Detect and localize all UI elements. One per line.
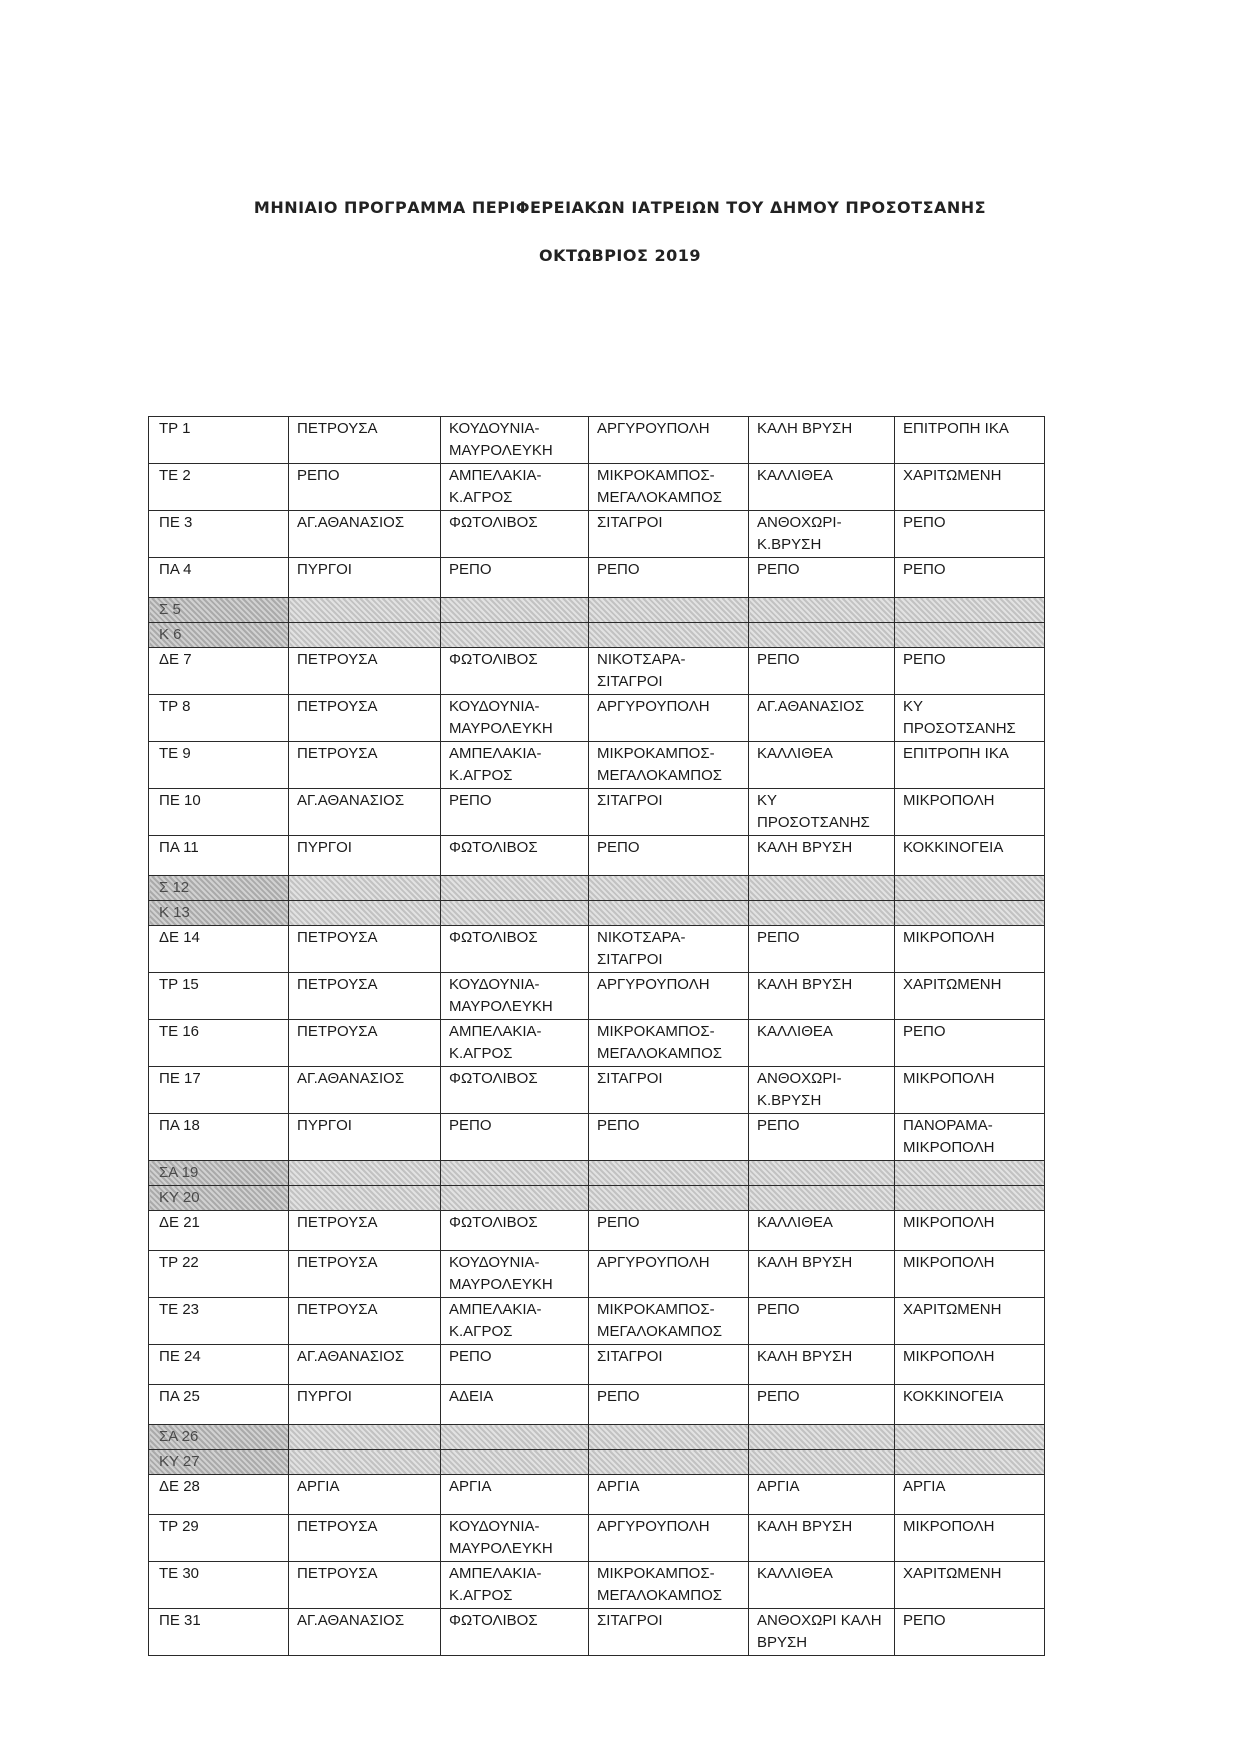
day-cell: ΤΕ 23 (149, 1298, 289, 1345)
location-cell: ΑΡΓΙΑ (441, 1475, 589, 1515)
day-cell: ΠΑ 4 (149, 558, 289, 598)
location-cell: ΑΡΓΥΡΟΥΠΟΛΗ (589, 1251, 749, 1298)
location-cell: ΧΑΡΙΤΩΜΕΝΗ (895, 1298, 1045, 1345)
location-cell: ΧΑΡΙΤΩΜΕΝΗ (895, 464, 1045, 511)
day-cell: ΠΕ 17 (149, 1067, 289, 1114)
location-cell: ΜΙΚΡΟΠΟΛΗ (895, 1251, 1045, 1298)
location-cell: ΡΕΠΟ (589, 1114, 749, 1161)
day-cell: ΠΑ 11 (149, 836, 289, 876)
location-cell: ΑΡΓΥΡΟΥΠΟΛΗ (589, 1515, 749, 1562)
location-cell (895, 1161, 1045, 1186)
location-cell: ΚΑΛΛΙΘΕΑ (749, 742, 895, 789)
schedule-row (149, 1515, 1045, 1562)
location-cell (749, 1161, 895, 1186)
location-cell (749, 1186, 895, 1211)
location-cell: ΡΕΠΟ (749, 558, 895, 598)
schedule-row (149, 695, 1045, 742)
schedule-row (149, 511, 1045, 558)
location-cell (589, 1186, 749, 1211)
location-cell: ΠΕΤΡΟΥΣΑ (289, 1020, 441, 1067)
schedule-row (149, 789, 1045, 836)
schedule-row (149, 1562, 1045, 1609)
location-cell: ΚΑΛΛΙΘΕΑ (749, 1211, 895, 1251)
location-cell: ΜΙΚΡΟΚΑΜΠΟΣ-ΜΕΓΑΛΟΚΑΜΠΟΣ (589, 1562, 749, 1609)
location-cell: ΕΠΙΤΡΟΠΗ ΙΚΑ (895, 417, 1045, 464)
location-cell: ΡΕΠΟ (749, 1385, 895, 1425)
location-cell: ΣΙΤΑΓΡΟΙ (589, 789, 749, 836)
location-cell: ΚΥ ΠΡΟΣΟΤΣΑΝΗΣ (749, 789, 895, 836)
location-cell: ΚΑΛΛΙΘΕΑ (749, 1562, 895, 1609)
schedule-row (149, 558, 1045, 598)
location-cell (895, 623, 1045, 648)
location-cell: ΠΕΤΡΟΥΣΑ (289, 742, 441, 789)
weekend-row (149, 901, 1045, 926)
day-cell: ΤΕ 9 (149, 742, 289, 789)
location-cell: ΑΜΠΕΛΑΚΙΑ-Κ.ΑΓΡΟΣ (441, 1298, 589, 1345)
location-cell (895, 1186, 1045, 1211)
location-cell: ΠΥΡΓΟΙ (289, 836, 441, 876)
day-cell: ΤΡ 22 (149, 1251, 289, 1298)
location-cell: ΡΕΠΟ (895, 1609, 1045, 1656)
location-cell: ΑΓ.ΑΘΑΝΑΣΙΟΣ (289, 1345, 441, 1385)
location-cell: ΑΡΓΙΑ (589, 1475, 749, 1515)
schedule-row (149, 1211, 1045, 1251)
location-cell (589, 876, 749, 901)
location-cell: ΜΙΚΡΟΠΟΛΗ (895, 1067, 1045, 1114)
schedule-row (149, 1251, 1045, 1298)
day-cell: ΤΡ 8 (149, 695, 289, 742)
day-cell: ΠΕ 24 (149, 1345, 289, 1385)
location-cell: ΑΜΠΕΛΑΚΙΑ-Κ.ΑΓΡΟΣ (441, 1020, 589, 1067)
location-cell (749, 1450, 895, 1475)
day-cell: ΚΥ 27 (149, 1450, 289, 1475)
location-cell: ΑΡΓΙΑ (895, 1475, 1045, 1515)
location-cell (895, 1450, 1045, 1475)
location-cell: ΜΙΚΡΟΚΑΜΠΟΣ-ΜΕΓΑΛΟΚΑΜΠΟΣ (589, 1020, 749, 1067)
location-cell (895, 876, 1045, 901)
schedule-body (149, 417, 1045, 1656)
location-cell: ΡΕΠΟ (289, 464, 441, 511)
location-cell: ΠΑΝΟΡΑΜΑ-ΜΙΚΡΟΠΟΛΗ (895, 1114, 1045, 1161)
location-cell: ΜΙΚΡΟΠΟΛΗ (895, 926, 1045, 973)
location-cell (895, 901, 1045, 926)
location-cell: ΠΕΤΡΟΥΣΑ (289, 1515, 441, 1562)
schedule-row (149, 1298, 1045, 1345)
location-cell: ΠΕΤΡΟΥΣΑ (289, 648, 441, 695)
location-cell: ΡΕΠΟ (441, 558, 589, 598)
day-cell: ΣΑ 26 (149, 1425, 289, 1450)
location-cell (441, 1425, 589, 1450)
location-cell (441, 1161, 589, 1186)
location-cell: ΡΕΠΟ (749, 648, 895, 695)
location-cell: ΦΩΤΟΛΙΒΟΣ (441, 1067, 589, 1114)
location-cell: ΦΩΤΟΛΙΒΟΣ (441, 1609, 589, 1656)
location-cell (289, 1425, 441, 1450)
schedule-table (148, 416, 1045, 1656)
weekend-row (149, 1425, 1045, 1450)
location-cell: ΚΑΛΗ ΒΡΥΣΗ (749, 417, 895, 464)
location-cell: ΑΜΠΕΛΑΚΙΑ-Κ.ΑΓΡΟΣ (441, 1562, 589, 1609)
location-cell (441, 598, 589, 623)
weekend-row (149, 598, 1045, 623)
location-cell: ΚΑΛΗ ΒΡΥΣΗ (749, 1345, 895, 1385)
location-cell: ΑΓ.ΑΘΑΝΑΣΙΟΣ (749, 695, 895, 742)
location-cell: ΣΙΤΑΓΡΟΙ (589, 1609, 749, 1656)
location-cell (289, 1161, 441, 1186)
location-cell (441, 901, 589, 926)
location-cell: ΚΑΛΛΙΘΕΑ (749, 1020, 895, 1067)
location-cell: ΡΕΠΟ (441, 789, 589, 836)
location-cell: ΦΩΤΟΛΙΒΟΣ (441, 1211, 589, 1251)
day-cell: ΠΑ 25 (149, 1385, 289, 1425)
location-cell: ΠΕΤΡΟΥΣΑ (289, 695, 441, 742)
location-cell: ΠΕΤΡΟΥΣΑ (289, 1298, 441, 1345)
location-cell: ΧΑΡΙΤΩΜΕΝΗ (895, 973, 1045, 1020)
day-cell: ΠΕ 3 (149, 511, 289, 558)
location-cell (441, 876, 589, 901)
location-cell: ΡΕΠΟ (895, 1020, 1045, 1067)
weekend-row (149, 1186, 1045, 1211)
location-cell: ΕΠΙΤΡΟΠΗ ΙΚΑ (895, 742, 1045, 789)
day-cell: ΔΕ 21 (149, 1211, 289, 1251)
location-cell: ΜΙΚΡΟΠΟΛΗ (895, 1211, 1045, 1251)
location-cell: ΚΑΛΗ ΒΡΥΣΗ (749, 973, 895, 1020)
day-cell: ΣΑ 19 (149, 1161, 289, 1186)
location-cell: ΠΥΡΓΟΙ (289, 1385, 441, 1425)
location-cell (289, 1186, 441, 1211)
weekend-row (149, 623, 1045, 648)
location-cell: ΜΙΚΡΟΚΑΜΠΟΣ-ΜΕΓΑΛΟΚΑΜΠΟΣ (589, 742, 749, 789)
location-cell (289, 623, 441, 648)
day-cell: ΔΕ 28 (149, 1475, 289, 1515)
location-cell (895, 1425, 1045, 1450)
location-cell (589, 598, 749, 623)
location-cell: ΡΕΠΟ (749, 1298, 895, 1345)
location-cell: ΚΥ ΠΡΟΣΟΤΣΑΝΗΣ (895, 695, 1045, 742)
location-cell: ΑΜΠΕΛΑΚΙΑ-Κ.ΑΓΡΟΣ (441, 464, 589, 511)
location-cell: ΑΓ.ΑΘΑΝΑΣΙΟΣ (289, 511, 441, 558)
location-cell: ΦΩΤΟΛΙΒΟΣ (441, 926, 589, 973)
location-cell: ΑΝΘΟΧΩΡΙ ΚΑΛΗ ΒΡΥΣΗ (749, 1609, 895, 1656)
weekend-row (149, 1450, 1045, 1475)
location-cell: ΚΟΥΔΟΥΝΙΑ-ΜΑΥΡΟΛΕΥΚΗ (441, 417, 589, 464)
location-cell: ΑΡΓΥΡΟΥΠΟΛΗ (589, 417, 749, 464)
location-cell: ΡΕΠΟ (589, 836, 749, 876)
location-cell: ΝΙΚΟΤΣΑΡΑ-ΣΙΤΑΓΡΟΙ (589, 648, 749, 695)
location-cell (289, 1450, 441, 1475)
location-cell: ΚΟΥΔΟΥΝΙΑ-ΜΑΥΡΟΛΕΥΚΗ (441, 973, 589, 1020)
location-cell: ΣΙΤΑΓΡΟΙ (589, 1067, 749, 1114)
weekend-row (149, 876, 1045, 901)
schedule-row (149, 1475, 1045, 1515)
location-cell (589, 901, 749, 926)
schedule-row (149, 926, 1045, 973)
schedule-row (149, 648, 1045, 695)
location-cell: ΑΓ.ΑΘΑΝΑΣΙΟΣ (289, 1067, 441, 1114)
location-cell: ΚΑΛΗ ΒΡΥΣΗ (749, 1251, 895, 1298)
location-cell: ΡΕΠΟ (589, 1211, 749, 1251)
location-cell: ΜΙΚΡΟΚΑΜΠΟΣ-ΜΕΓΑΛΟΚΑΜΠΟΣ (589, 464, 749, 511)
location-cell (589, 1161, 749, 1186)
location-cell: ΠΕΤΡΟΥΣΑ (289, 1211, 441, 1251)
location-cell (749, 901, 895, 926)
location-cell: ΚΑΛΛΙΘΕΑ (749, 464, 895, 511)
schedule-row (149, 836, 1045, 876)
location-cell: ΡΕΠΟ (589, 1385, 749, 1425)
day-cell: ΚΥ 20 (149, 1186, 289, 1211)
location-cell: ΚΑΛΗ ΒΡΥΣΗ (749, 836, 895, 876)
schedule-row (149, 464, 1045, 511)
location-cell (589, 1425, 749, 1450)
schedule-row (149, 417, 1045, 464)
day-cell: ΠΑ 18 (149, 1114, 289, 1161)
location-cell (749, 1425, 895, 1450)
location-cell: ΠΕΤΡΟΥΣΑ (289, 973, 441, 1020)
location-cell: ΣΙΤΑΓΡΟΙ (589, 1345, 749, 1385)
day-cell: Κ 13 (149, 901, 289, 926)
location-cell: ΜΙΚΡΟΠΟΛΗ (895, 1345, 1045, 1385)
day-cell: ΤΡ 1 (149, 417, 289, 464)
location-cell: ΡΕΠΟ (441, 1345, 589, 1385)
day-cell: ΔΕ 7 (149, 648, 289, 695)
location-cell: ΣΙΤΑΓΡΟΙ (589, 511, 749, 558)
location-cell (289, 876, 441, 901)
schedule-row (149, 1609, 1045, 1656)
day-cell: ΔΕ 14 (149, 926, 289, 973)
location-cell: ΑΓ.ΑΘΑΝΑΣΙΟΣ (289, 1609, 441, 1656)
location-cell: ΚΑΛΗ ΒΡΥΣΗ (749, 1515, 895, 1562)
day-cell: ΤΡ 15 (149, 973, 289, 1020)
day-cell: ΠΕ 31 (149, 1609, 289, 1656)
schedule-row (149, 1067, 1045, 1114)
location-cell: ΦΩΤΟΛΙΒΟΣ (441, 648, 589, 695)
schedule-row (149, 1345, 1045, 1385)
schedule-row (149, 1020, 1045, 1067)
location-cell (589, 1450, 749, 1475)
schedule-row (149, 742, 1045, 789)
schedule-row (149, 973, 1045, 1020)
location-cell: ΡΕΠΟ (749, 1114, 895, 1161)
location-cell: ΑΝΘΟΧΩΡΙ-Κ.ΒΡΥΣΗ (749, 1067, 895, 1114)
document-subtitle: ΟΚΤΩΒΡΙΟΣ 2019 (538, 246, 702, 265)
document-title: ΜΗΝΙΑΙΟ ΠΡΟΓΡΑΜΜΑ ΠΕΡΙΦΕΡΕΙΑΚΩΝ ΙΑΤΡΕΙΩΝ ΤΟΥ ΔΗΜΟΥ ΠΡΟΣΟΤΣΑΝΗΣ (253, 198, 987, 217)
location-cell: ΚΟΚΚΙΝΟΓΕΙΑ (895, 1385, 1045, 1425)
location-cell: ΚΟΥΔΟΥΝΙΑ-ΜΑΥΡΟΛΕΥΚΗ (441, 1515, 589, 1562)
day-cell: ΤΕ 2 (149, 464, 289, 511)
location-cell: ΑΝΘΟΧΩΡΙ-Κ.ΒΡΥΣΗ (749, 511, 895, 558)
location-cell: ΠΕΤΡΟΥΣΑ (289, 926, 441, 973)
location-cell: ΑΓ.ΑΘΑΝΑΣΙΟΣ (289, 789, 441, 836)
day-cell: Σ 5 (149, 598, 289, 623)
location-cell: ΡΕΠΟ (441, 1114, 589, 1161)
location-cell (589, 623, 749, 648)
location-cell: ΜΙΚΡΟΠΟΛΗ (895, 1515, 1045, 1562)
location-cell: ΠΕΤΡΟΥΣΑ (289, 417, 441, 464)
location-cell (441, 1450, 589, 1475)
location-cell: ΑΡΓΙΑ (749, 1475, 895, 1515)
location-cell: ΚΟΥΔΟΥΝΙΑ-ΜΑΥΡΟΛΕΥΚΗ (441, 695, 589, 742)
location-cell: ΦΩΤΟΛΙΒΟΣ (441, 836, 589, 876)
day-cell: ΤΕ 30 (149, 1562, 289, 1609)
location-cell: ΜΙΚΡΟΠΟΛΗ (895, 789, 1045, 836)
location-cell: ΡΕΠΟ (895, 511, 1045, 558)
schedule-row (149, 1114, 1045, 1161)
location-cell: ΦΩΤΟΛΙΒΟΣ (441, 511, 589, 558)
location-cell: ΝΙΚΟΤΣΑΡΑ-ΣΙΤΑΓΡΟΙ (589, 926, 749, 973)
location-cell (289, 901, 441, 926)
day-cell: ΤΕ 16 (149, 1020, 289, 1067)
location-cell: ΑΡΓΙΑ (289, 1475, 441, 1515)
day-cell: ΠΕ 10 (149, 789, 289, 836)
day-cell: ΤΡ 29 (149, 1515, 289, 1562)
location-cell: ΠΥΡΓΟΙ (289, 558, 441, 598)
location-cell: ΑΡΓΥΡΟΥΠΟΛΗ (589, 695, 749, 742)
location-cell: ΠΥΡΓΟΙ (289, 1114, 441, 1161)
weekend-row (149, 1161, 1045, 1186)
location-cell: ΑΜΠΕΛΑΚΙΑ-Κ.ΑΓΡΟΣ (441, 742, 589, 789)
location-cell: ΑΔΕΙΑ (441, 1385, 589, 1425)
day-cell: Κ 6 (149, 623, 289, 648)
location-cell (441, 623, 589, 648)
day-cell: Σ 12 (149, 876, 289, 901)
location-cell (749, 623, 895, 648)
location-cell: ΡΕΠΟ (749, 926, 895, 973)
location-cell: ΜΙΚΡΟΚΑΜΠΟΣ-ΜΕΓΑΛΟΚΑΜΠΟΣ (589, 1298, 749, 1345)
location-cell (441, 1186, 589, 1211)
schedule-row (149, 1385, 1045, 1425)
location-cell: ΚΟΥΔΟΥΝΙΑ-ΜΑΥΡΟΛΕΥΚΗ (441, 1251, 589, 1298)
location-cell (749, 598, 895, 623)
location-cell: ΚΟΚΚΙΝΟΓΕΙΑ (895, 836, 1045, 876)
location-cell (749, 876, 895, 901)
location-cell: ΠΕΤΡΟΥΣΑ (289, 1251, 441, 1298)
location-cell (895, 598, 1045, 623)
location-cell (289, 598, 441, 623)
location-cell: ΠΕΤΡΟΥΣΑ (289, 1562, 441, 1609)
location-cell: ΑΡΓΥΡΟΥΠΟΛΗ (589, 973, 749, 1020)
location-cell: ΧΑΡΙΤΩΜΕΝΗ (895, 1562, 1045, 1609)
location-cell: ΡΕΠΟ (895, 558, 1045, 598)
location-cell: ΡΕΠΟ (895, 648, 1045, 695)
location-cell: ΡΕΠΟ (589, 558, 749, 598)
